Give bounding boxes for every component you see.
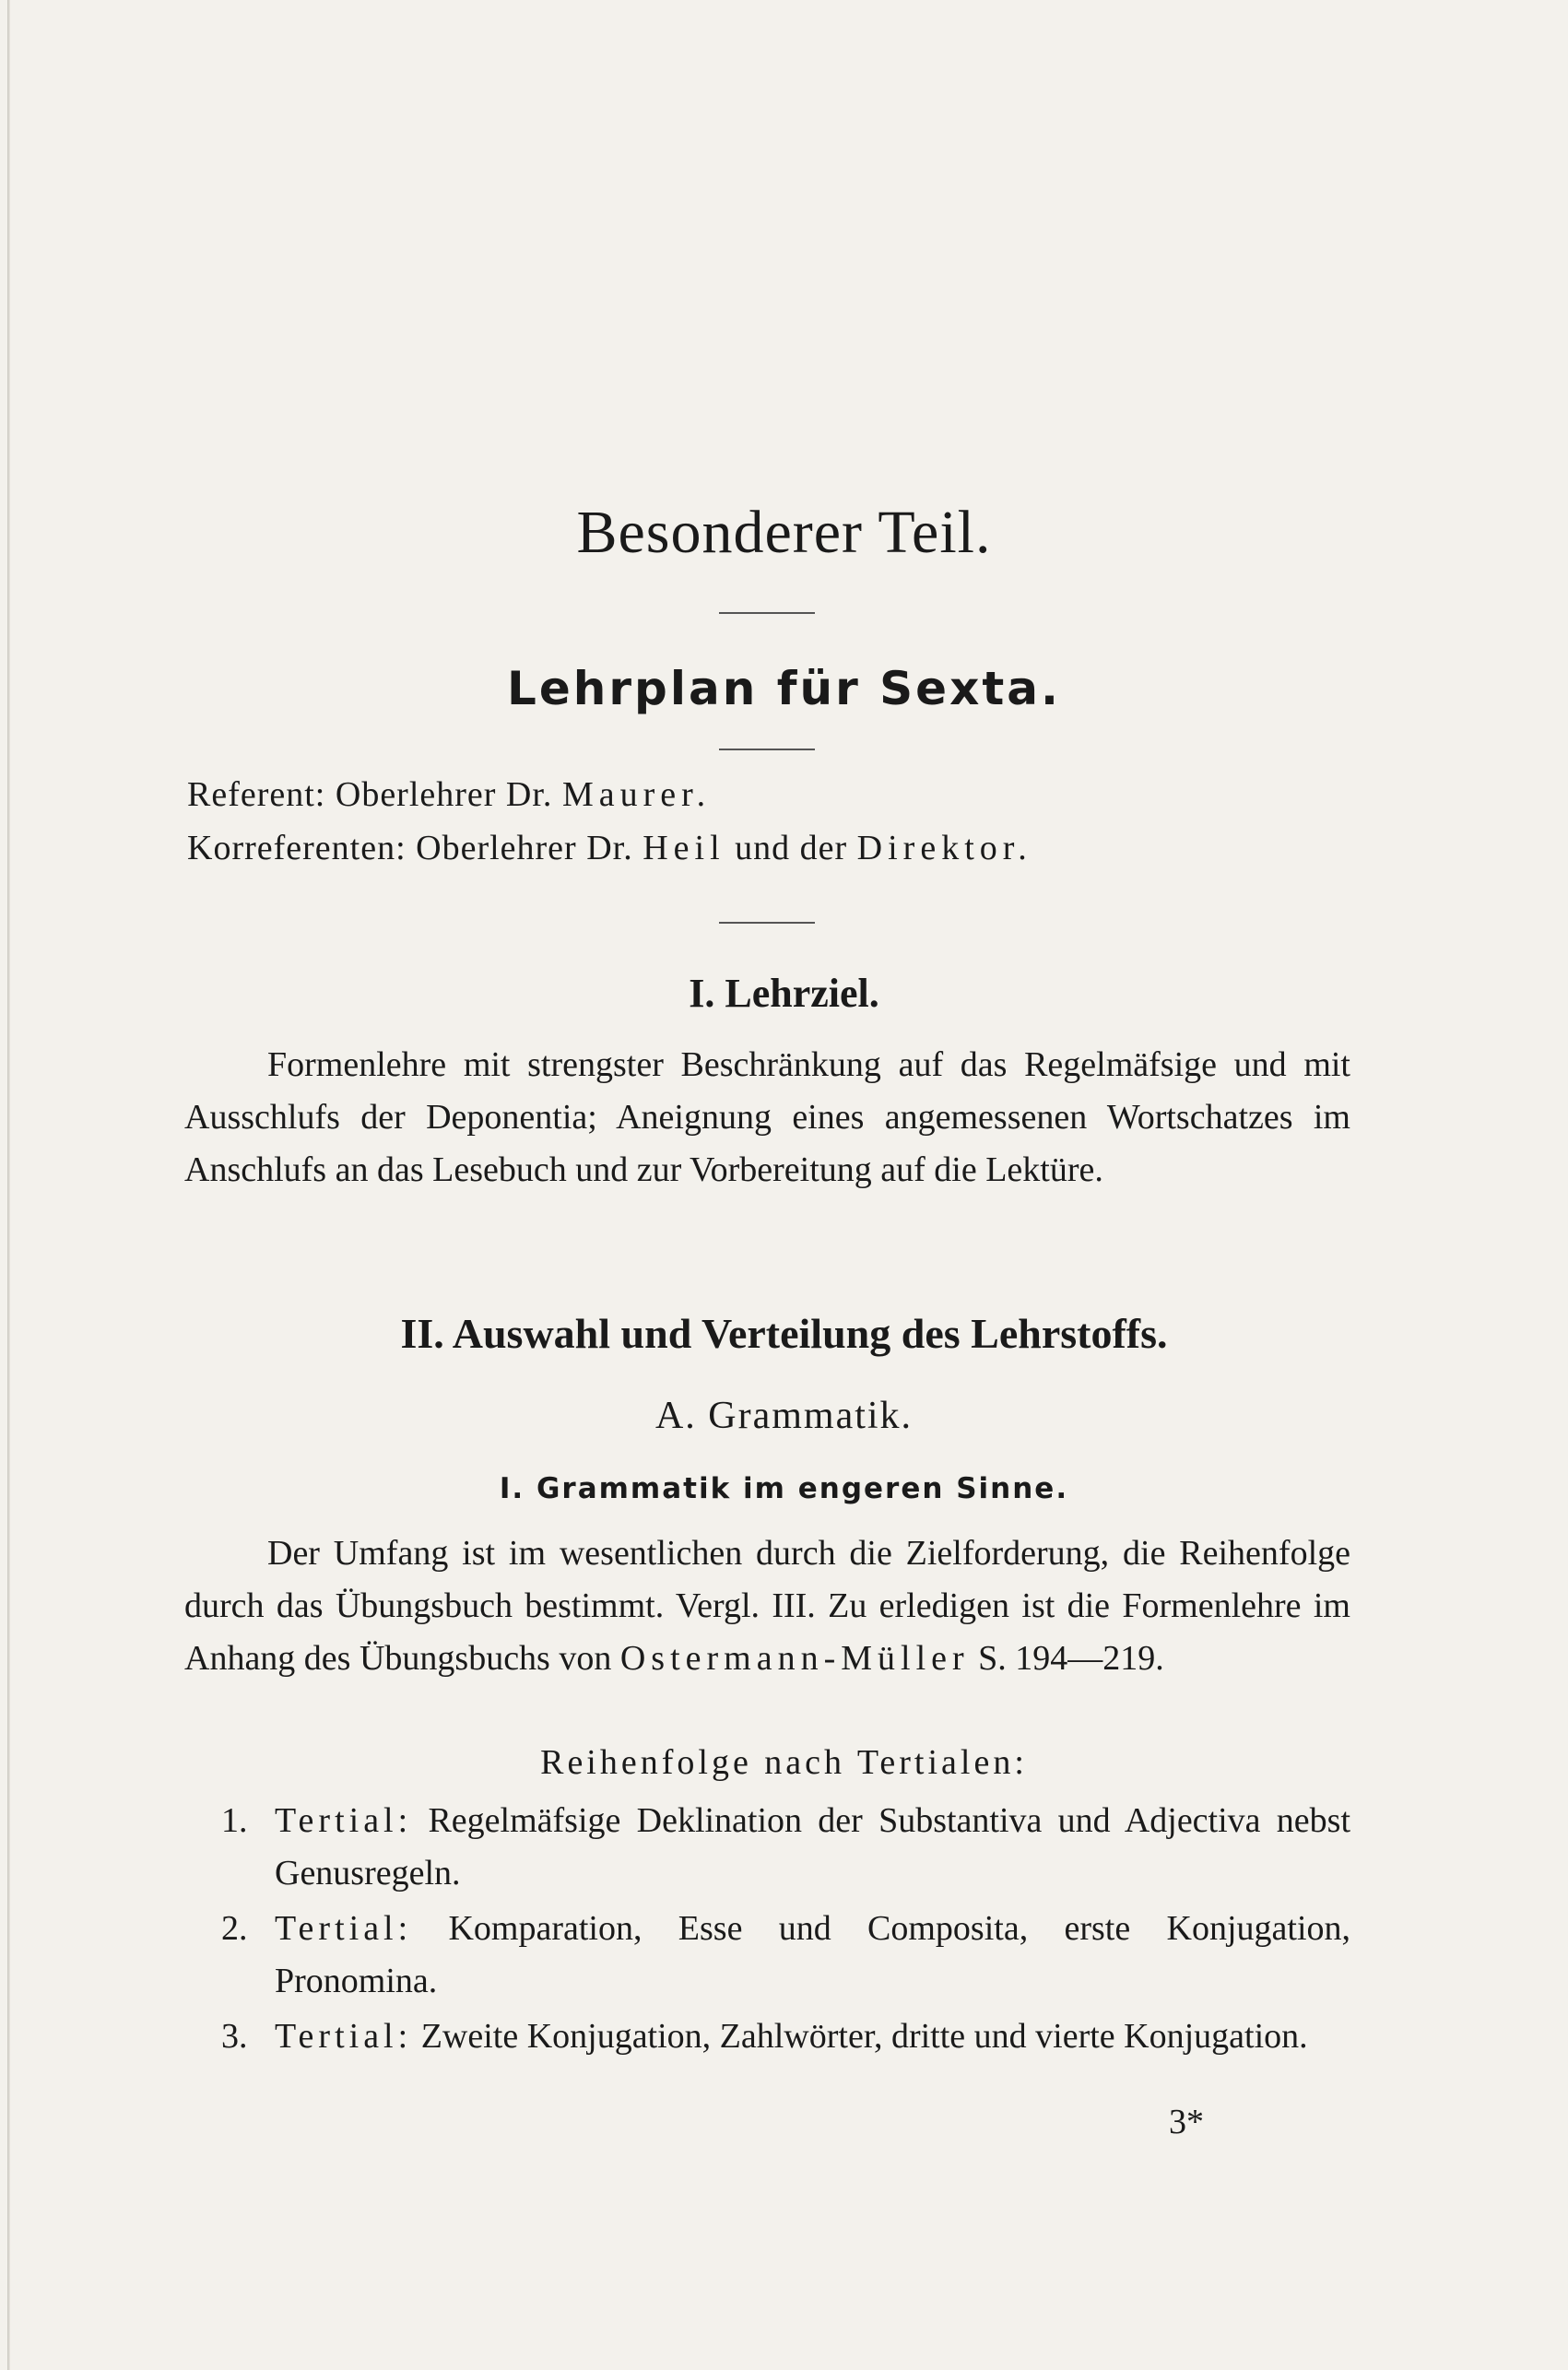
section2-text-main: Der Umfang ist im wesentlichen durch die Zielforderung, die Reihenfolge durch das Übungsbuch bestimmt. Vergl. III. Zu erledigen ist die Formenlehre im Anhang des Übungsbuchs von xyxy=(184,1534,1350,1678)
subsection-1-heading: I. Grammatik im engeren Sinne. xyxy=(499,1472,1069,1505)
list-item xyxy=(221,1795,1350,1900)
referent-line xyxy=(187,774,711,815)
item-label: Tertial: xyxy=(275,1801,413,1840)
divider-1 xyxy=(719,612,815,614)
korreferenten-rest: und der xyxy=(735,829,848,867)
item-label: Tertial: xyxy=(275,2017,413,2056)
page-title: Besonderer Teil. xyxy=(576,499,992,566)
author-name: Ostermann-Müller xyxy=(619,1639,970,1678)
korreferenten-label: Korreferenten: xyxy=(187,829,407,867)
item-text: Zweite Konjugation, Zahlwörter, dritte und vierte Konjugation. xyxy=(420,2017,1308,2056)
section1-text: Formenlehre mit strengster Beschränkung auf das Regelmäfsige und mit Ausschlufs der Deponentia; Aneignung eines angemessenen Wortschatzes im Anschlufs an das Lesebuch und zur Vorbereitung auf die Lektüre. xyxy=(184,1045,1350,1189)
list-item xyxy=(221,2010,1350,2063)
page-edge xyxy=(7,0,10,2370)
korreferenten-role: Oberlehrer Dr. xyxy=(416,829,633,867)
subsection-a-heading: A. Grammatik. xyxy=(654,1395,914,1437)
referent-label: Referent: xyxy=(187,775,326,814)
referent-name: Maurer. xyxy=(561,775,712,814)
section1-heading: I. Lehrziel. xyxy=(689,971,879,1016)
section-subtitle: Lehrplan für Sexta. xyxy=(507,662,1061,715)
korreferenten-line xyxy=(187,828,1032,868)
item-text: Regelmäfsige Deklination der Substantiva und Adjectiva nebst Genusregeln. xyxy=(275,1801,1351,1892)
item-label: Tertial: xyxy=(275,1909,413,1948)
divider-3 xyxy=(719,922,815,924)
section2-text xyxy=(184,1527,1350,1685)
referent-role: Oberlehrer Dr. xyxy=(335,775,553,814)
item-number: 1. xyxy=(221,1801,248,1840)
item-number: 2. xyxy=(221,1909,248,1948)
list-item xyxy=(221,1903,1350,2008)
divider-2 xyxy=(719,749,815,750)
page-number: 3* xyxy=(1169,2103,1204,2141)
korreferenten-name2: Direktor. xyxy=(856,829,1032,867)
korreferenten-name: Heil xyxy=(643,829,725,867)
section2-text-end: S. 194—219. xyxy=(978,1639,1164,1678)
section2-heading: II. Auswahl und Verteilung des Lehrstoffs. xyxy=(400,1310,1168,1357)
order-heading: Reihenfolge nach Tertialen: xyxy=(540,1743,1028,1782)
item-number: 3. xyxy=(221,2017,248,2056)
item-text: Komparation, Esse und Composita, erste Konjugation, Pronomina. xyxy=(275,1909,1350,2000)
